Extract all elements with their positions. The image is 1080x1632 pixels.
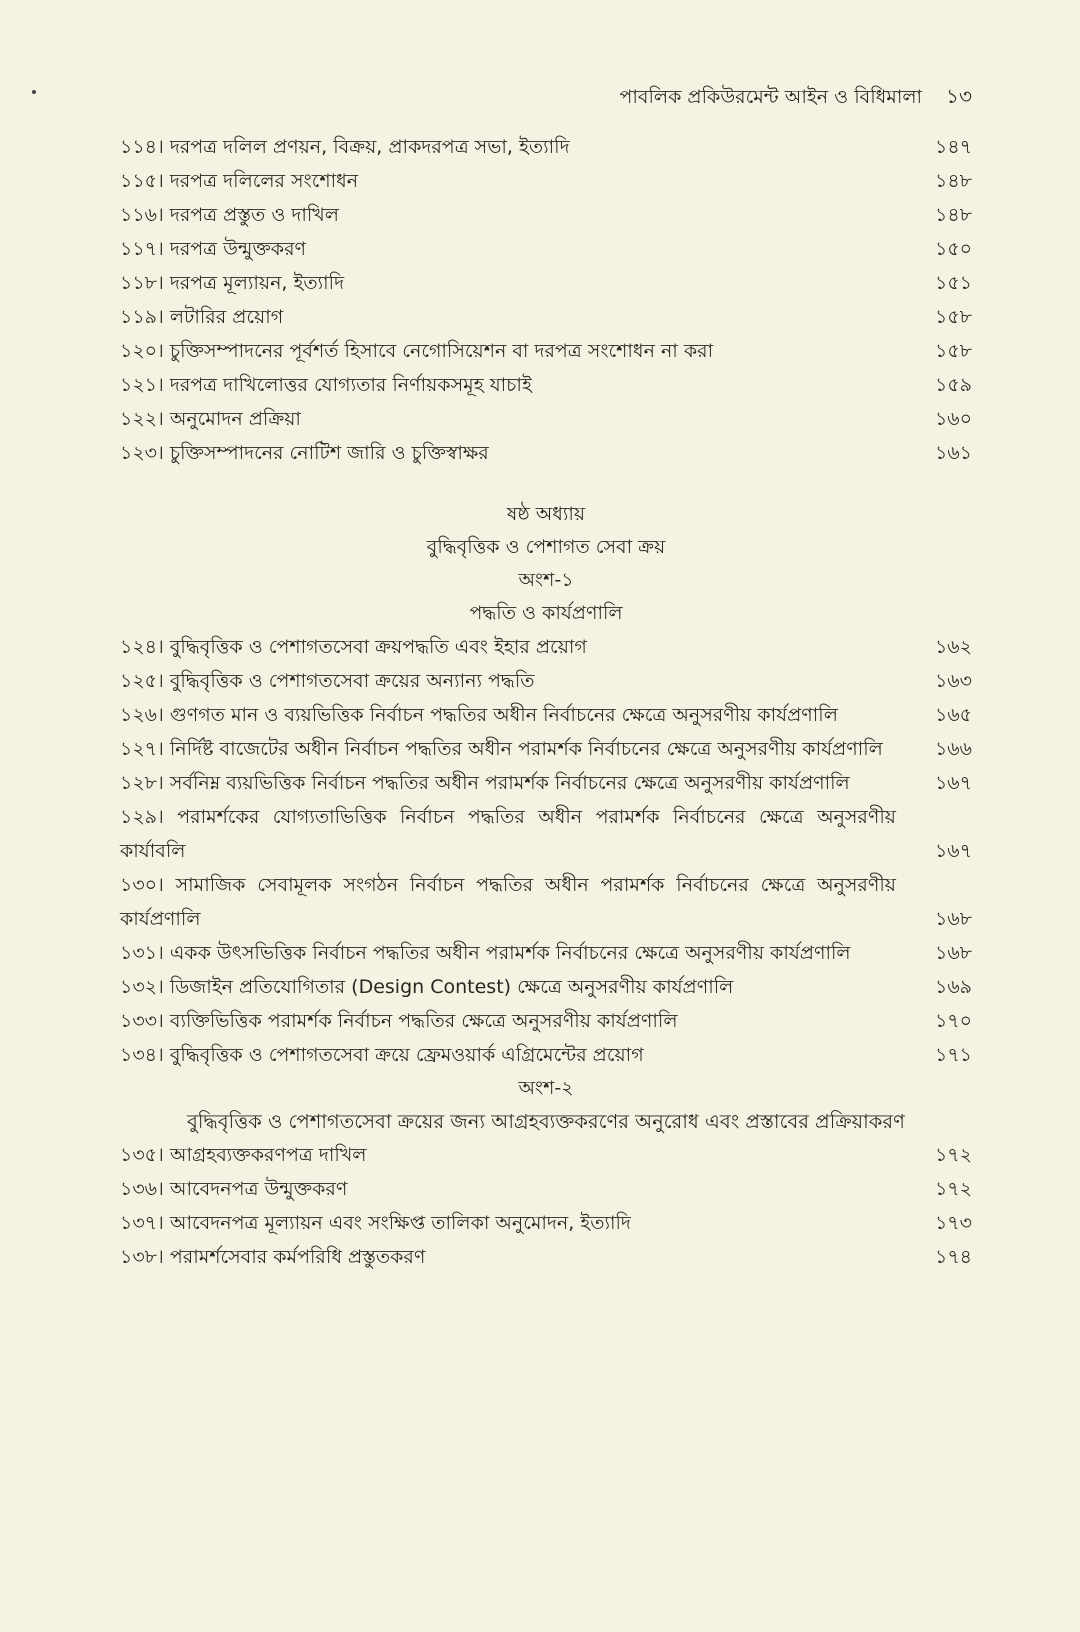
toc-entry — [120, 164, 972, 198]
toc-entry-title: ১৩০। সামাজিক সেবামূলক সংগঠন নির্বাচন পদ্ধতির অধীন পরামর্শক নির্বাচনের ক্ষেত্রে অনুসরণীয় কার্যপ্রণালি — [120, 874, 896, 930]
toc-entry-page: ১৭১ — [934, 1044, 972, 1066]
toc-entry — [120, 1172, 972, 1206]
toc-entry — [120, 630, 972, 664]
toc-entry-page: ১৬৯ — [934, 976, 972, 998]
toc-entry-title: ১১৮। দরপত্র মূল্যায়ন, ইত্যাদি — [120, 272, 345, 294]
toc-entry-page: ১৭২ — [934, 1144, 972, 1166]
toc-entry-page: ১৫১ — [935, 272, 972, 294]
toc-entry-title: ১২৩। চুক্তিসম্পাদনের নোটিশ জারি ও চুক্তিস্বাক্ষর — [120, 442, 489, 464]
toc-entry — [120, 300, 972, 334]
toc-entry-title: ১৩৫। আগ্রহব্যক্তকরণপত্র দাখিল — [120, 1144, 367, 1166]
toc-entry — [120, 436, 972, 470]
toc-entry-page: ১৪৭ — [934, 136, 972, 158]
running-head-title: পাবলিক প্রকিউরমেন্ট আইন ও বিধিমালা — [619, 86, 923, 108]
toc-entry — [120, 1206, 972, 1240]
toc-entry-page: ১৪৮ — [935, 170, 972, 192]
toc-entry-title: ১২৭। নির্দিষ্ট বাজেটের অধীন নির্বাচন পদ্ধতির অধীন পরামর্শক নির্বাচনের ক্ষেত্রে অনুসরণীয় কার্যপ্রণালি — [120, 738, 883, 760]
toc-entry-page: ১৬৮ — [934, 942, 972, 964]
chapter-number: ষষ্ঠ অধ্যায় — [506, 503, 586, 525]
toc-entry-page: ১৬২ — [934, 636, 972, 658]
toc-group-part1 — [120, 630, 972, 1072]
toc-entry-title: ১২২। অনুমোদন প্রক্রিয়া — [120, 408, 301, 430]
part1-title: পদ্ধতি ও কার্যপ্রণালি — [469, 602, 623, 624]
toc-group-part2 — [120, 1138, 972, 1274]
toc-entry-title: ১২৬। গুণগত মান ও ব্যয়ভিত্তিক নির্বাচন পদ্ধতির অধীন নির্বাচনের ক্ষেত্রে অনুসরণীয় কার্যপ্রণালি — [120, 704, 838, 726]
toc-entry-title: ১৩৬। আবেদনপত্র উন্মুক্তকরণ — [120, 1178, 348, 1200]
page-number: ১৩ — [946, 84, 972, 108]
toc-entry — [120, 1038, 972, 1072]
toc-entry — [120, 334, 972, 368]
toc-entry-page: ১৭৪ — [934, 1246, 972, 1268]
print-speck — [32, 90, 36, 94]
toc-entry-title: ১১৫। দরপত্র দলিলের সংশোধন — [120, 170, 359, 192]
toc-entry-page: ১৬৭ — [934, 840, 972, 862]
toc-entry-title: ১২০। চুক্তিসম্পাদনের পূর্বশর্ত হিসাবে নেগোসিয়েশন বা দরপত্র সংশোধন না করা — [120, 340, 714, 362]
toc-entry-title: ১২৯। পরামর্শকের যোগ্যতাভিত্তিক নির্বাচন পদ্ধতির অধীন পরামর্শক নির্বাচনের ক্ষেত্রে অনুসরণীয় কার্যাবলি — [120, 806, 896, 862]
toc-entry-page: ১৬৭ — [934, 772, 972, 794]
toc-entry-page: ১৬৬ — [934, 738, 972, 760]
toc-entry-page: ১৪৮ — [935, 204, 972, 226]
toc-entry — [120, 198, 972, 232]
toc-entry-title: ১২৫। বুদ্ধিবৃত্তিক ও পেশাগতসেবা ক্রয়ের অন্যান্য পদ্ধতি — [120, 670, 535, 692]
toc-entry-title: ১২৮। সর্বনিম্ন ব্যয়ভিত্তিক নির্বাচন পদ্ধতির অধীন পরামর্শক নির্বাচনের ক্ষেত্রে অনুসরণীয় কার্যপ্রণালি — [120, 772, 850, 794]
part2-title: বুদ্ধিবৃত্তিক ও পেশাগতসেবা ক্রয়ের জন্য আগ্রহব্যক্তকরণের অনুরোধ এবং প্রস্তাবের প্রক্রিয়াকরণ — [187, 1110, 905, 1133]
toc-entry-title: ১১৬। দরপত্র প্রস্তুত ও দাখিল — [120, 204, 339, 226]
part2-label: অংশ-২ — [518, 1077, 574, 1099]
toc-entry-title: ১২১। দরপত্র দাখিলোত্তর যোগ্যতার নির্ণায়কসমূহ যাচাই — [120, 374, 532, 396]
toc-entry-title: ১৩৩। ব্যক্তিভিত্তিক পরামর্শক নির্বাচন পদ্ধতির ক্ষেত্রে অনুসরণীয় কার্যপ্রণালি — [120, 1010, 678, 1032]
toc-entry-page: ১৬৫ — [934, 704, 972, 726]
toc-entry-page: ১৬৮ — [934, 908, 972, 930]
toc-entry-page: ১৭২ — [934, 1178, 972, 1200]
running-head — [620, 82, 973, 115]
toc-entry — [120, 1240, 972, 1274]
toc-entry-page: ১৫৮ — [935, 306, 972, 328]
toc-entry-page: ১৫০ — [934, 238, 972, 260]
toc-entry — [120, 266, 972, 300]
toc-entry — [120, 766, 972, 800]
toc-entry-page: ১৬০ — [934, 408, 972, 430]
toc-entry — [120, 698, 972, 732]
toc-entry-page: ১৬১ — [934, 442, 972, 464]
toc-entry-title: ১৩১। একক উৎসভিত্তিক নির্বাচন পদ্ধতির অধীন পরামর্শক নির্বাচনের ক্ষেত্রে অনুসরণীয় কার্যপ্রণালি — [120, 942, 851, 964]
toc-entry-title: ১৩২। ডিজাইন প্রতিযোগিতার (Design Contest) ক্ষেত্রে অনুসরণীয় কার্যপ্রণালি — [120, 976, 734, 998]
toc-entry-title: ১৩৭। আবেদনপত্র মূল্যায়ন এবং সংক্ষিপ্ত তালিকা অনুমোদন, ইত্যাদি — [120, 1212, 631, 1234]
toc-entry-page: ১৫৮ — [935, 340, 972, 362]
toc-entry — [120, 1004, 972, 1038]
toc-entry-title: ১৩৮। পরামর্শসেবার কর্মপরিধি প্রস্তুতকরণ — [120, 1246, 426, 1268]
toc-entry-title: ১১৭। দরপত্র উন্মুক্তকরণ — [120, 238, 307, 260]
toc-entry — [120, 732, 972, 766]
toc-entry — [120, 232, 972, 266]
toc-entry-page: ১৭০ — [934, 1010, 972, 1032]
toc-entry — [120, 368, 972, 402]
toc-entry-title: ১৩৪। বুদ্ধিবৃত্তিক ও পেশাগতসেবা ক্রয়ে ফ্রেমওয়ার্ক এগ্রিমেন্টের প্রয়োগ — [120, 1044, 644, 1066]
toc-group-chapter5-tail — [120, 130, 972, 470]
toc-entry-page: ১৭৩ — [934, 1212, 972, 1234]
part1-label: অংশ-১ — [518, 569, 574, 591]
toc-entry — [120, 402, 972, 436]
table-of-contents — [120, 130, 972, 1274]
toc-entry-title: ১১৯। লটারির প্রয়োগ — [120, 306, 284, 328]
toc-entry — [120, 936, 972, 970]
toc-entry-page: ১৬৩ — [934, 670, 972, 692]
chapter-title: বুদ্ধিবৃত্তিক ও পেশাগত সেবা ক্রয় — [426, 536, 666, 558]
toc-entry — [120, 970, 972, 1004]
toc-entry-title: ১২৪। বুদ্ধিবৃত্তিক ও পেশাগতসেবা ক্রয়পদ্ধতি এবং ইহার প্রয়োগ — [120, 636, 587, 658]
toc-entry-page: ১৫৯ — [935, 374, 972, 396]
toc-entry — [120, 130, 972, 164]
toc-entry — [120, 664, 972, 698]
toc-entry-title: ১১৪। দরপত্র দলিল প্রণয়ন, বিক্রয়, প্রাকদরপত্র সভা, ইত্যাদি — [120, 136, 570, 158]
toc-entry — [120, 868, 972, 936]
toc-entry — [120, 1138, 972, 1172]
toc-entry — [120, 800, 972, 868]
